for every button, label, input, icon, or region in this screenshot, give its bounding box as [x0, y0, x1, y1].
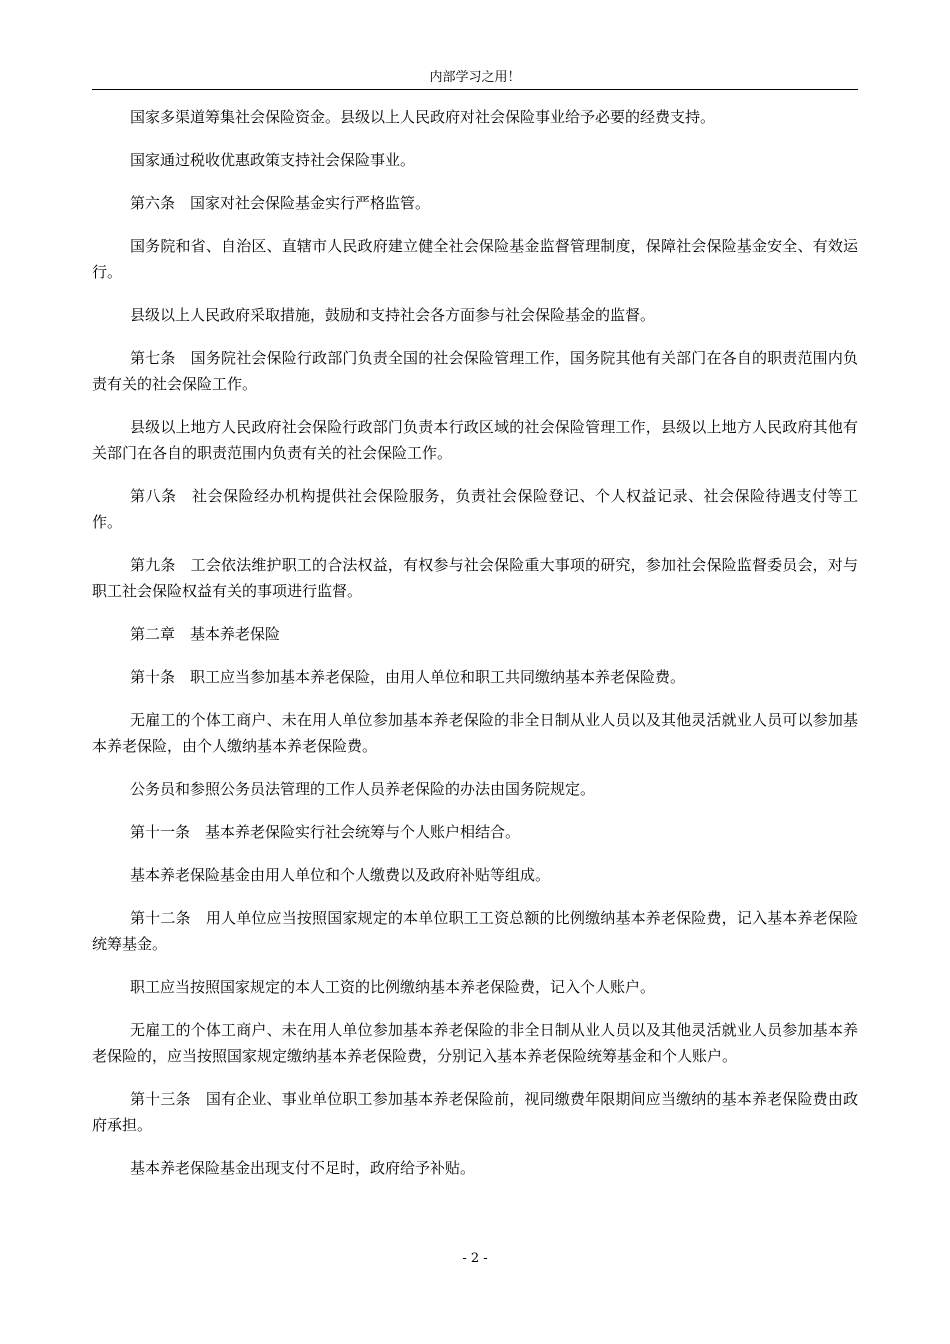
- page-number: - 2 -: [462, 1251, 488, 1266]
- article-12: 第十二条 用人单位应当按照国家规定的本单位职工工资总额的比例缴纳基本养老保险费，记入基本养老保险统筹基金。: [92, 909, 858, 953]
- paragraph: 国家通过税收优惠政策支持社会保险事业。: [130, 151, 416, 169]
- article-heading-6: 第六条 国家对社会保险基金实行严格监管。: [130, 194, 431, 212]
- paragraph: 无雇工的个体工商户、未在用人单位参加基本养老保险的非全日制从业人员以及其他灵活就业人员参加基本养老保险的，应当按照国家规定缴纳基本养老保险费，分别记入基本养老保险统筹基金和个人账户。: [92, 1021, 858, 1065]
- article-9: 第九条 工会依法维护职工的合法权益，有权参与社会保险重大事项的研究，参加社会保险监督委员会，对与职工社会保险权益有关的事项进行监督。: [92, 556, 858, 600]
- paragraph: 公务员和参照公务员法管理的工作人员养老保险的办法由国务院规定。: [130, 780, 596, 798]
- paragraph: 基本养老保险基金由用人单位和个人缴费以及政府补贴等组成。: [130, 866, 551, 884]
- header-divider: [92, 89, 858, 90]
- paragraph: 基本养老保险基金出现支付不足时，政府给予补贴。: [130, 1159, 476, 1177]
- document-body: [92, 104, 858, 1198]
- paragraph: 职工应当按照国家规定的本人工资的比例缴纳基本养老保险费，记入个人账户。: [130, 978, 656, 996]
- page-header: 内部学习之用！: [429, 70, 521, 85]
- article-13: 第十三条 国有企业、事业单位职工参加基本养老保险前，视同缴费年限期间应当缴纳的基本养老保险费由政府承担。: [92, 1090, 858, 1134]
- article-8: 第八条 社会保险经办机构提供社会保险服务，负责社会保险登记、个人权益记录、社会保险待遇支付等工作。: [92, 487, 858, 531]
- paragraph: 县级以上地方人民政府社会保险行政部门负责本行政区域的社会保险管理工作，县级以上地方人民政府其他有关部门在各自的职责范围内负责有关的社会保险工作。: [92, 418, 858, 462]
- paragraph: 国务院和省、自治区、直辖市人民政府建立健全社会保险基金监督管理制度，保障社会保险基金安全、有效运行。: [92, 237, 858, 281]
- article-10: 第十条 职工应当参加基本养老保险，由用人单位和职工共同缴纳基本养老保险费。: [130, 668, 686, 686]
- paragraph: 无雇工的个体工商户、未在用人单位参加基本养老保险的非全日制从业人员以及其他灵活就业人员可以参加基本养老保险，由个人缴纳基本养老保险费。: [92, 711, 858, 755]
- paragraph: 国家多渠道筹集社会保险资金。县级以上人民政府对社会保险事业给予必要的经费支持。: [130, 108, 716, 126]
- article-11: 第十一条 基本养老保险实行社会统筹与个人账户相结合。: [130, 823, 521, 841]
- chapter-heading: 第二章 基本养老保险: [130, 625, 281, 643]
- paragraph: 县级以上人民政府采取措施，鼓励和支持社会各方面参与社会保险基金的监督。: [130, 306, 656, 324]
- article-7: 第七条 国务院社会保险行政部门负责全国的社会保险管理工作，国务院其他有关部门在各自的职责范围内负责有关的社会保险工作。: [92, 349, 858, 393]
